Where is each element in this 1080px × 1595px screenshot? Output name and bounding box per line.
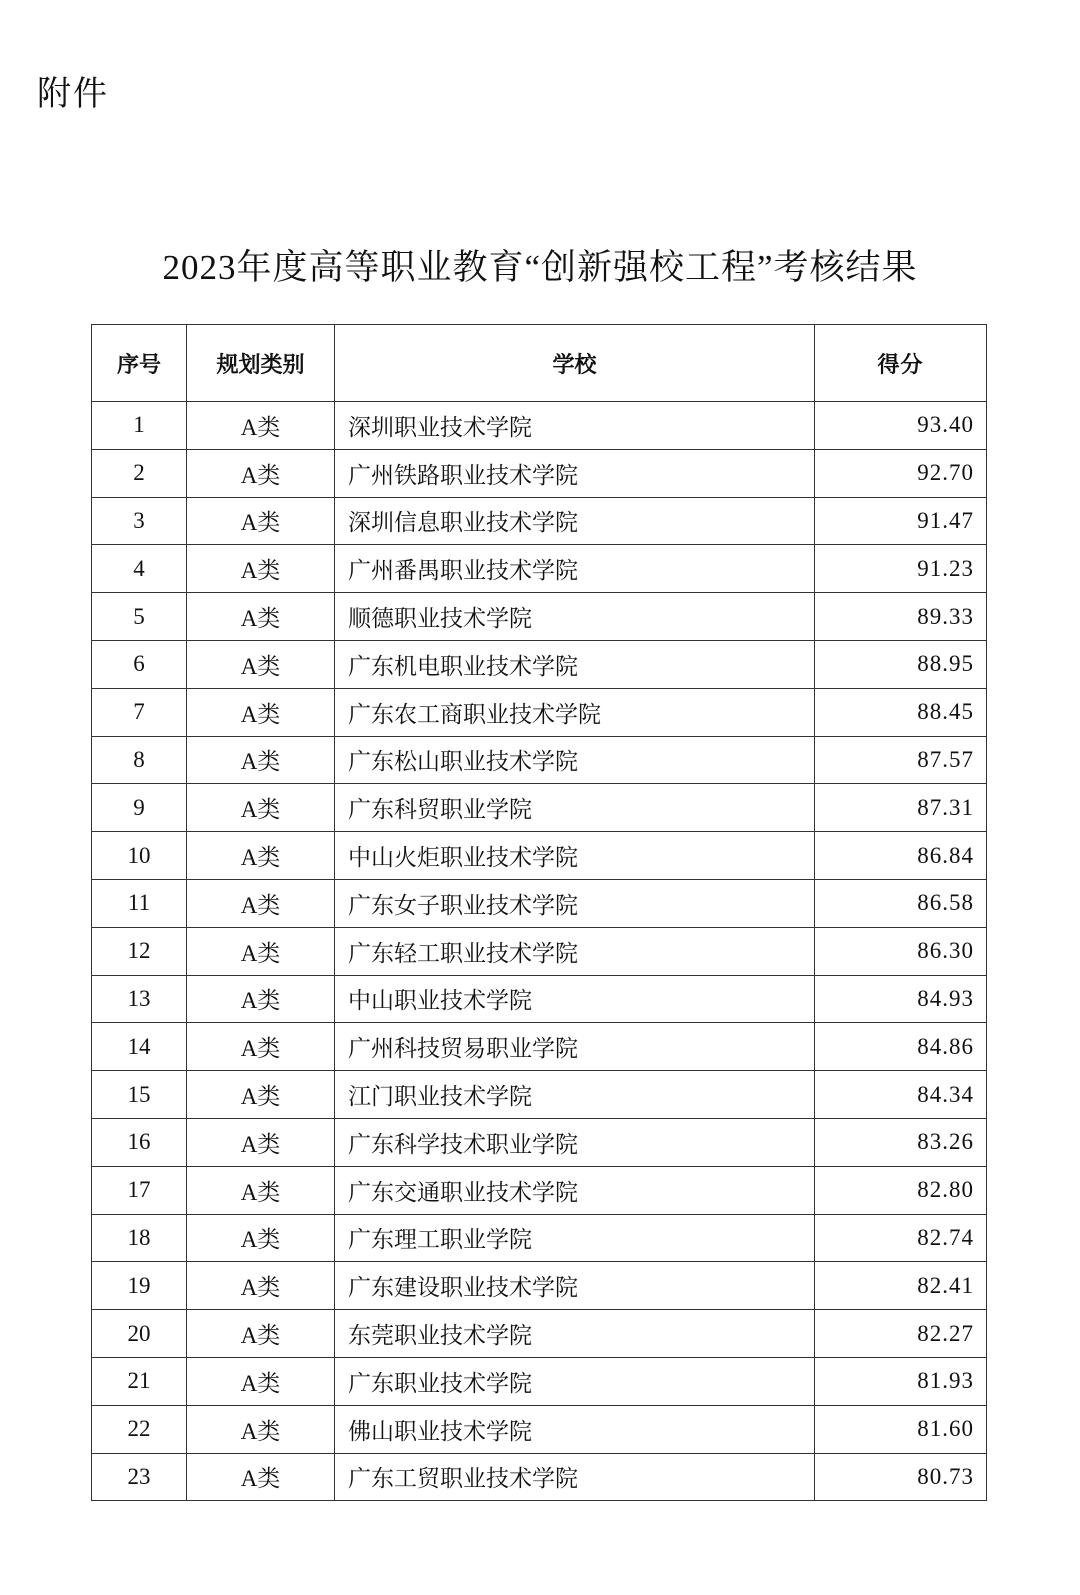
index-cell: 3 bbox=[92, 497, 187, 545]
table-row bbox=[92, 784, 987, 832]
score-cell: 91.23 bbox=[815, 545, 987, 593]
category-cell: A类 bbox=[187, 736, 335, 784]
index-cell: 17 bbox=[92, 1166, 187, 1214]
school-cell: 广东工贸职业技术学院 bbox=[335, 1453, 815, 1501]
header-index: 序号 bbox=[92, 325, 187, 402]
score-cell: 93.40 bbox=[815, 402, 987, 450]
score-cell: 84.93 bbox=[815, 975, 987, 1023]
category-cell: A类 bbox=[187, 640, 335, 688]
school-cell: 广东机电职业技术学院 bbox=[335, 640, 815, 688]
index-cell: 21 bbox=[92, 1357, 187, 1405]
table-row bbox=[92, 1023, 987, 1071]
table-row bbox=[92, 402, 987, 450]
category-cell: A类 bbox=[187, 1453, 335, 1501]
school-cell: 顺德职业技术学院 bbox=[335, 593, 815, 641]
index-cell: 22 bbox=[92, 1405, 187, 1453]
school-cell: 中山火炬职业技术学院 bbox=[335, 832, 815, 880]
category-cell: A类 bbox=[187, 688, 335, 736]
category-cell: A类 bbox=[187, 1166, 335, 1214]
table-row bbox=[92, 1310, 987, 1358]
score-cell: 88.95 bbox=[815, 640, 987, 688]
table-row bbox=[92, 545, 987, 593]
category-cell: A类 bbox=[187, 927, 335, 975]
table-row bbox=[92, 1405, 987, 1453]
score-cell: 82.41 bbox=[815, 1262, 987, 1310]
index-cell: 16 bbox=[92, 1118, 187, 1166]
table-header-row bbox=[92, 325, 987, 402]
score-cell: 86.84 bbox=[815, 832, 987, 880]
index-cell: 1 bbox=[92, 402, 187, 450]
score-cell: 86.58 bbox=[815, 879, 987, 927]
index-cell: 2 bbox=[92, 449, 187, 497]
category-cell: A类 bbox=[187, 1310, 335, 1358]
index-cell: 5 bbox=[92, 593, 187, 641]
category-cell: A类 bbox=[187, 1357, 335, 1405]
table-row bbox=[92, 1262, 987, 1310]
score-cell: 86.30 bbox=[815, 927, 987, 975]
category-cell: A类 bbox=[187, 593, 335, 641]
table-row bbox=[92, 449, 987, 497]
index-cell: 12 bbox=[92, 927, 187, 975]
school-cell: 广东职业技术学院 bbox=[335, 1357, 815, 1405]
score-cell: 82.27 bbox=[815, 1310, 987, 1358]
school-cell: 东莞职业技术学院 bbox=[335, 1310, 815, 1358]
index-cell: 6 bbox=[92, 640, 187, 688]
school-cell: 广州科技贸易职业学院 bbox=[335, 1023, 815, 1071]
category-cell: A类 bbox=[187, 1023, 335, 1071]
index-cell: 20 bbox=[92, 1310, 187, 1358]
table-row bbox=[92, 688, 987, 736]
score-cell: 87.57 bbox=[815, 736, 987, 784]
score-cell: 83.26 bbox=[815, 1118, 987, 1166]
index-cell: 23 bbox=[92, 1453, 187, 1501]
school-cell: 广州番禺职业技术学院 bbox=[335, 545, 815, 593]
table-row bbox=[92, 927, 987, 975]
index-cell: 13 bbox=[92, 975, 187, 1023]
table-row bbox=[92, 1453, 987, 1501]
table-row bbox=[92, 879, 987, 927]
score-cell: 84.34 bbox=[815, 1071, 987, 1119]
table-row bbox=[92, 1166, 987, 1214]
category-cell: A类 bbox=[187, 402, 335, 450]
results-table bbox=[91, 324, 987, 1501]
category-cell: A类 bbox=[187, 449, 335, 497]
header-score: 得分 bbox=[815, 325, 987, 402]
school-cell: 深圳职业技术学院 bbox=[335, 402, 815, 450]
score-cell: 87.31 bbox=[815, 784, 987, 832]
document-title: 2023年度高等职业教育“创新强校工程”考核结果 bbox=[162, 248, 918, 287]
school-cell: 中山职业技术学院 bbox=[335, 975, 815, 1023]
index-cell: 18 bbox=[92, 1214, 187, 1262]
score-cell: 92.70 bbox=[815, 449, 987, 497]
school-cell: 广东松山职业技术学院 bbox=[335, 736, 815, 784]
index-cell: 14 bbox=[92, 1023, 187, 1071]
score-cell: 91.47 bbox=[815, 497, 987, 545]
table-row bbox=[92, 975, 987, 1023]
table-row bbox=[92, 736, 987, 784]
index-cell: 10 bbox=[92, 832, 187, 880]
school-cell: 广东科学技术职业学院 bbox=[335, 1118, 815, 1166]
table-row bbox=[92, 593, 987, 641]
index-cell: 15 bbox=[92, 1071, 187, 1119]
category-cell: A类 bbox=[187, 1214, 335, 1262]
school-cell: 深圳信息职业技术学院 bbox=[335, 497, 815, 545]
school-cell: 广东建设职业技术学院 bbox=[335, 1262, 815, 1310]
attachment-label: 附件 bbox=[37, 76, 109, 113]
index-cell: 11 bbox=[92, 879, 187, 927]
category-cell: A类 bbox=[187, 545, 335, 593]
score-cell: 82.80 bbox=[815, 1166, 987, 1214]
table-row bbox=[92, 1071, 987, 1119]
category-cell: A类 bbox=[187, 1405, 335, 1453]
category-cell: A类 bbox=[187, 497, 335, 545]
score-cell: 88.45 bbox=[815, 688, 987, 736]
school-cell: 广东交通职业技术学院 bbox=[335, 1166, 815, 1214]
score-cell: 81.93 bbox=[815, 1357, 987, 1405]
school-cell: 江门职业技术学院 bbox=[335, 1071, 815, 1119]
index-cell: 7 bbox=[92, 688, 187, 736]
index-cell: 4 bbox=[92, 545, 187, 593]
school-cell: 广东理工职业学院 bbox=[335, 1214, 815, 1262]
score-cell: 80.73 bbox=[815, 1453, 987, 1501]
category-cell: A类 bbox=[187, 879, 335, 927]
category-cell: A类 bbox=[187, 832, 335, 880]
school-cell: 广东轻工职业技术学院 bbox=[335, 927, 815, 975]
score-cell: 82.74 bbox=[815, 1214, 987, 1262]
table-row bbox=[92, 497, 987, 545]
score-cell: 81.60 bbox=[815, 1405, 987, 1453]
category-cell: A类 bbox=[187, 1118, 335, 1166]
table-row bbox=[92, 1357, 987, 1405]
category-cell: A类 bbox=[187, 1262, 335, 1310]
table-row bbox=[92, 1214, 987, 1262]
table-row bbox=[92, 640, 987, 688]
index-cell: 8 bbox=[92, 736, 187, 784]
school-cell: 广东农工商职业技术学院 bbox=[335, 688, 815, 736]
school-cell: 广东女子职业技术学院 bbox=[335, 879, 815, 927]
school-cell: 佛山职业技术学院 bbox=[335, 1405, 815, 1453]
header-category: 规划类别 bbox=[187, 325, 335, 402]
index-cell: 19 bbox=[92, 1262, 187, 1310]
school-cell: 广州铁路职业技术学院 bbox=[335, 449, 815, 497]
category-cell: A类 bbox=[187, 784, 335, 832]
school-cell: 广东科贸职业学院 bbox=[335, 784, 815, 832]
index-cell: 9 bbox=[92, 784, 187, 832]
table-row bbox=[92, 832, 987, 880]
category-cell: A类 bbox=[187, 1071, 335, 1119]
score-cell: 84.86 bbox=[815, 1023, 987, 1071]
category-cell: A类 bbox=[187, 975, 335, 1023]
table-row bbox=[92, 1118, 987, 1166]
score-cell: 89.33 bbox=[815, 593, 987, 641]
header-school: 学校 bbox=[335, 325, 815, 402]
